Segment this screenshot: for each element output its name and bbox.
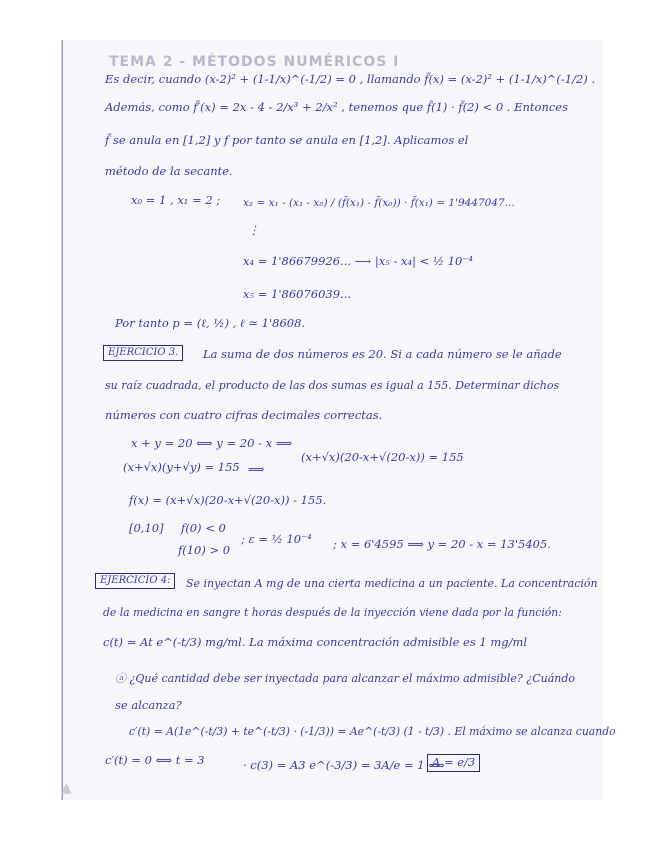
- eq-substituted: (x+√x)(20-x+√(20-x)) = 155: [301, 450, 464, 464]
- corner-mark: ▲: [61, 780, 72, 796]
- question-a: ⓐ ¿Qué cantidad debe ser inyectada para alcanzar el máximo admisible? ¿Cuándo: [115, 672, 576, 685]
- eq-implies: ⟹: [248, 462, 265, 476]
- line-1: Es decir, cuando (x-2)² + (1-1/x)^(-1/2) = 0 , llamando f̃(x) = (x-2)² + (1-1/x)^(-1/2) .: [105, 72, 596, 86]
- eq-function: f(x) = (x+√x)(20-x+√(20-x)) - 155.: [129, 493, 327, 507]
- derivative: c′(t) = A(1e^(-t/3) + te^(-t/3) · (-1/3)) = Ae^(-t/3) (1 - t/3) . El máximo se alcanza cuando: [129, 725, 616, 738]
- secant-x4: x₄ = 1'86679926... ⟶ |x₅ - x₄| < ½ 10⁻⁴: [243, 254, 474, 268]
- exercise-4-label: EJERCICIO 4:: [95, 573, 175, 589]
- epsilon: ; ε = ½ 10⁻⁴: [241, 532, 312, 546]
- exercise-3-label: EJERCICIO 3.: [103, 345, 183, 361]
- answer-box: A = e/3: [427, 754, 480, 772]
- line-2: Además, como f̃′(x) = 2x - 4 - 2/x³ + 2/x² , tenemos que f̃(1) · f̃(2) < 0 . Entonces: [105, 100, 569, 114]
- exercise-3-text-2: su raíz cuadrada, el producto de las dos sumas es igual a 155. Determinar dichos: [105, 379, 560, 392]
- line-3: f̃ se anula en [1,2] y f por tanto se anula en [1,2]. Aplicamos el: [105, 133, 469, 147]
- secant-x5: x₅ = 1'86076039...: [243, 287, 352, 301]
- conclusion-line: Por tanto p = (ℓ, ½) , ℓ ≃ 1'8608.: [115, 316, 306, 330]
- secant-initial: x₀ = 1 , x₁ = 2 ;: [131, 193, 221, 207]
- interval: [0,10]: [129, 521, 164, 535]
- exercise-4-text-2: de la medicina en sangre t horas después de la inyección viene dada por la función:: [103, 606, 562, 619]
- notebook-page: [61, 40, 616, 800]
- solution: ; x = 6'4595 ⟹ y = 20 - x = 13'5405.: [333, 537, 551, 551]
- faded-header: TEMA 2 - MÉTODOS NUMÉRICOS I: [109, 54, 400, 70]
- f-at-0: f(0) < 0: [181, 521, 226, 535]
- secant-x2: x₂ = x₁ - (x₁ - x₀) / (f̃(x₁) - f̃(x₀)) · f̃(x₁) = 1'9447047...: [243, 197, 515, 209]
- eq-sum: x + y = 20 ⟺ y = 20 - x ⟹: [131, 436, 293, 450]
- secant-dots: ⋮: [248, 223, 260, 237]
- exercise-3-text-1: La suma de dos números es 20. Si a cada número se le añade: [203, 347, 562, 361]
- max-value: · c(3) = A3 e^(-3/3) = 3A/e = 1 ⟺: [243, 758, 445, 772]
- exercise-4-text-3: c(t) = At e^(-t/3) mg/ml. La máxima concentración admisible es 1 mg/ml: [103, 635, 528, 649]
- critical-point: c′(t) = 0 ⟺ t = 3: [105, 753, 205, 767]
- exercise-3-text-3: números con cuatro cifras decimales correctas.: [105, 408, 383, 422]
- f-at-10: f(10) > 0: [178, 543, 231, 557]
- exercise-4-text-1: Se inyectan A mg de una cierta medicina a un paciente. La concentración: [186, 577, 598, 590]
- question-a-cont: se alcanza?: [115, 698, 182, 712]
- line-4: método de la secante.: [105, 164, 233, 178]
- eq-product: (x+√x)(y+√y) = 155: [123, 460, 240, 474]
